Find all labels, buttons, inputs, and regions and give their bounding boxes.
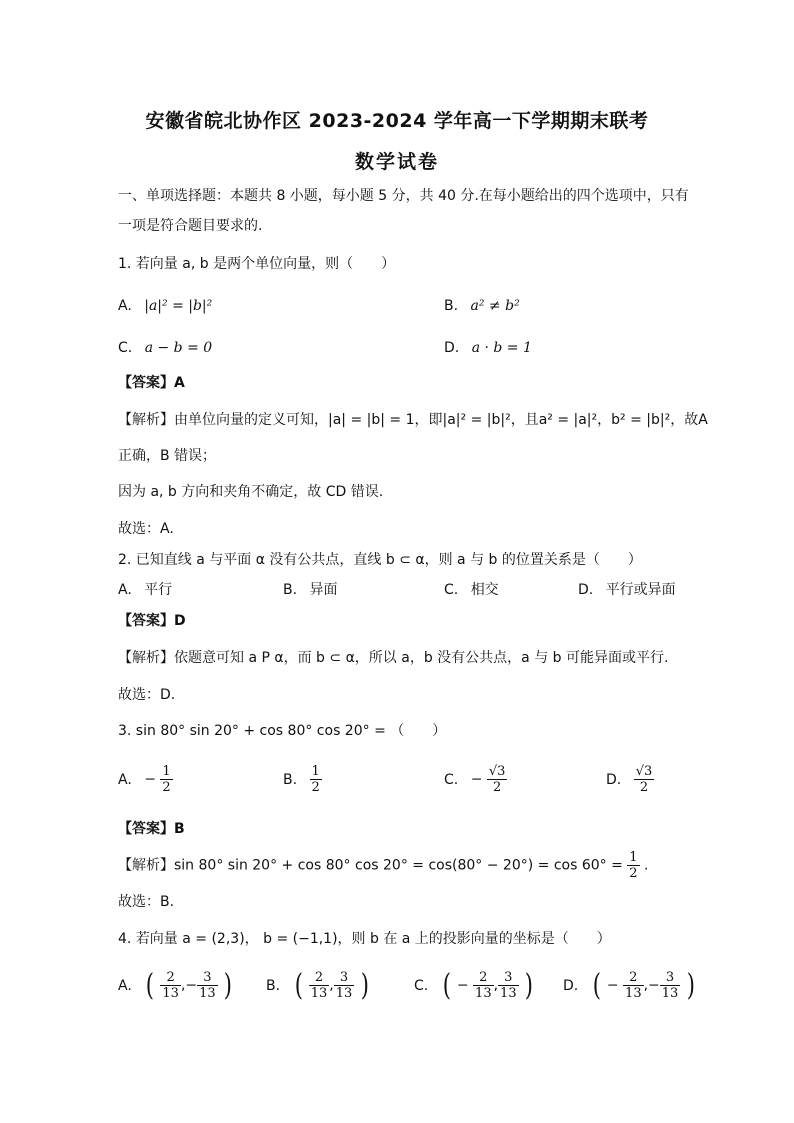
q4-option-b-num2: 3 [334, 970, 355, 986]
q3-option-c-fraction [487, 764, 508, 795]
q4-option-a-sign2: − [185, 977, 198, 994]
q1-option-d-label: D. [444, 340, 460, 356]
q3-conclusion: 故选：B. [118, 894, 175, 910]
q4-option-d-comma: , [643, 977, 649, 994]
q2-option-a-text: 平行 [144, 582, 173, 598]
q4-option-c [414, 967, 535, 1003]
q3-option-a-denominator: 2 [162, 780, 171, 795]
q3-analysis-numerator: 1 [629, 850, 638, 865]
q4-option-d-num2: 3 [660, 970, 681, 986]
q2-option-a [118, 580, 172, 600]
q4-option-a-den2: 13 [199, 986, 216, 1001]
q4-option-c-den2: 13 [500, 986, 517, 1001]
q3-option-c-denominator: 2 [493, 780, 502, 795]
q3-option-d-fraction [634, 764, 655, 795]
q2-stem: 2. 已知直线 a 与平面 α 没有公共点，直线 b ⊂ α，则 a 与 b 的位置关系是（ ） [118, 552, 642, 568]
q3-option-b-fraction [310, 764, 322, 795]
q1-analysis-line3: 因为 a, b 方向和夹角不确定，故 CD 错误. [118, 484, 384, 500]
q4-option-c-open-paren: ( [442, 967, 451, 1003]
q2-option-c-label: C. [444, 582, 459, 598]
q4-option-c-fraction2 [498, 970, 519, 1001]
q4-option-c-sign1: − [456, 977, 469, 994]
q1-option-b-label: B. [444, 298, 459, 314]
q1-option-c [118, 338, 212, 358]
q4-option-b-fraction2 [334, 970, 355, 1001]
q4-option-b-label: B. [266, 977, 281, 994]
q4-option-d-den1: 13 [625, 986, 642, 1001]
q3-option-a-fraction [160, 764, 172, 795]
q4-option-a-close-paren: ) [223, 967, 233, 1003]
q3-option-a-label: A. [118, 771, 132, 788]
q4-option-d-den2: 13 [661, 986, 679, 1001]
q3-analysis-text: 【解析】sin 80° sin 20° + cos 80° cos 20° = cos(80° − 20°) = cos 60° = [118, 857, 623, 874]
q2-option-b-text: 异面 [309, 582, 338, 598]
q1-analysis-line2: 正确，B 错误； [118, 448, 217, 464]
q3-option-c [444, 764, 507, 795]
q4-option-b-open-paren: ( [294, 967, 303, 1003]
q4-option-a [118, 967, 234, 1003]
q4-option-a-comma: , [180, 977, 186, 994]
exam-title: 安徽省皖北协作区 2023-2024 学年高一下学期期末联考 [145, 110, 649, 132]
q4-option-b-den1: 13 [310, 986, 328, 1001]
q1-option-a [118, 296, 212, 316]
q2-option-d [578, 580, 676, 600]
q4-option-c-num2: 3 [498, 970, 519, 986]
q4-option-b-close-paren: ) [360, 967, 369, 1003]
q4-option-c-label: C. [414, 977, 429, 994]
section-instructions-line2: 一项是符合题目要求的. [118, 218, 263, 234]
q4-option-a-den1: 13 [162, 986, 179, 1001]
q3-option-d-label: D. [606, 771, 622, 788]
q3-option-c-numerator: √3 [488, 764, 506, 779]
q4-option-a-num2: 3 [197, 970, 218, 986]
q4-option-c-num1: 2 [473, 970, 494, 986]
q3-option-b-label: B. [283, 771, 298, 788]
q4-option-d [563, 967, 697, 1003]
q1-analysis-line1: 【解析】由单位向量的定义可知，|a| = |b| = 1，即|a|² = |b|²，且a² = |a|²，b² = |b|²，故A [118, 412, 708, 428]
q1-conclusion: 故选：A. [118, 521, 174, 537]
q2-option-d-text: 平行或异面 [605, 582, 676, 598]
q3-option-a-numerator: 1 [162, 764, 171, 779]
q3-option-b-numerator: 1 [311, 764, 320, 779]
q4-option-c-comma: , [493, 977, 499, 994]
section-instructions-line1: 一、单项选择题：本题共 8 小题，每小题 5 分，共 40 分.在每小题给出的四个选项中，只有 [118, 188, 689, 204]
q4-option-c-close-paren: ) [524, 967, 534, 1003]
q1-option-c-text: a − b = 0 [144, 340, 213, 356]
q1-answer: 【答案】A [118, 375, 185, 391]
q3-option-a-sign: − [144, 771, 156, 788]
q2-analysis: 【解析】依题意可知 a P α，而 b ⊂ α，所以 a，b 没有公共点，a 与 b 可能异面或平行. [118, 650, 669, 666]
q3-analysis-period: . [644, 857, 649, 874]
q3-option-c-label: C. [444, 771, 459, 788]
q4-option-b-num1: 2 [309, 970, 330, 986]
q4-option-b-fraction1 [309, 970, 330, 1001]
q3-analysis-fraction [627, 850, 639, 881]
q4-option-a-label: A. [118, 977, 132, 994]
q3-option-c-sign: − [470, 771, 483, 788]
q1-option-a-label: A. [118, 298, 132, 314]
q4-option-d-num1: 2 [623, 970, 644, 986]
q3-analysis-denominator: 2 [629, 866, 638, 881]
q4-option-a-open-paren: ( [145, 967, 155, 1003]
q4-stem: 4. 若向量 a = (2,3)， b = (−1,1)，则 b 在 a 上的投影向量的坐标是（ ） [118, 931, 611, 947]
q3-option-b-denominator: 2 [311, 780, 320, 795]
q4-option-b-comma: , [329, 977, 334, 994]
q1-option-d [444, 338, 532, 358]
q2-answer: 【答案】D [118, 613, 186, 629]
q2-option-c-text: 相交 [470, 582, 499, 598]
q4-option-d-fraction2 [660, 970, 681, 1001]
q4-option-c-fraction1 [473, 970, 494, 1001]
q3-option-a [118, 764, 173, 795]
q1-option-a-text: |a|² = |b|² [144, 298, 213, 314]
q4-option-d-sign2: − [648, 977, 660, 994]
q4-option-b-den2: 13 [335, 986, 353, 1001]
q1-option-b-text: a² ≠ b² [470, 298, 520, 314]
q3-stem: 3. sin 80° sin 20° + cos 80° cos 20° = （ ） [118, 723, 447, 739]
q4-option-a-fraction1 [160, 970, 181, 1001]
q3-option-b [283, 764, 322, 795]
q3-option-d [606, 764, 654, 795]
q2-conclusion: 故选：D. [118, 687, 176, 703]
q3-analysis [118, 850, 648, 881]
q1-stem: 1. 若向量 a, b 是两个单位向量，则（ ） [118, 256, 396, 272]
q4-option-a-fraction2 [197, 970, 218, 1001]
q2-option-c [444, 580, 499, 600]
q4-option-d-fraction1 [623, 970, 644, 1001]
q4-option-d-close-paren: ) [686, 967, 695, 1003]
q1-option-c-label: C. [118, 340, 133, 356]
exam-subtitle: 数学试卷 [354, 151, 439, 173]
q4-option-a-num1: 2 [160, 970, 181, 986]
q3-option-d-numerator: √3 [635, 764, 653, 779]
q2-option-a-label: A. [118, 582, 132, 598]
q1-option-b [444, 296, 520, 316]
q2-option-d-label: D. [578, 582, 594, 598]
q1-option-d-text: a · b = 1 [471, 340, 532, 356]
q4-option-c-den1: 13 [475, 986, 492, 1001]
q4-option-d-open-paren: ( [592, 967, 601, 1003]
q2-option-b-label: B. [283, 582, 298, 598]
q4-option-b [266, 967, 370, 1003]
q3-option-d-denominator: 2 [639, 780, 649, 795]
q4-option-d-sign1: − [606, 977, 619, 994]
q3-answer: 【答案】B [118, 821, 185, 837]
q4-option-d-label: D. [563, 977, 579, 994]
q2-option-b [283, 580, 338, 600]
